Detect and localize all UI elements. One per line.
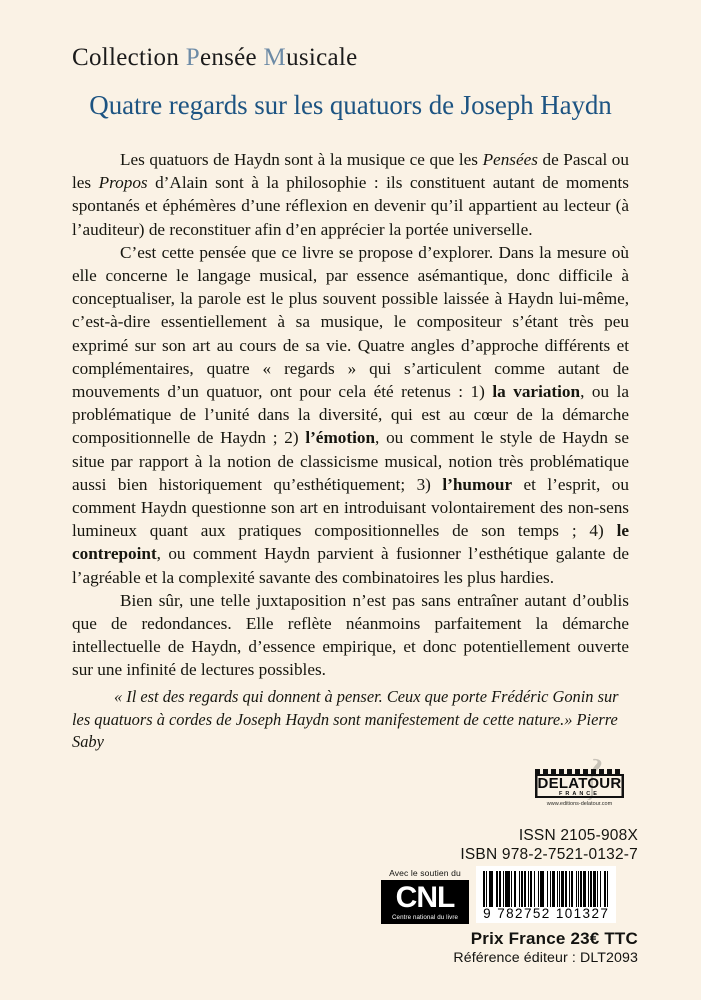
p1-part-3: d’Alain sont à la philosophie : ils constituent autant de moments spontanés et éphémères d’une réflexion en devenir qu’il appartient au lecteur (à l’auditeur) de reconstituer afin d’en apprécier la portée universelle. <box>72 173 629 239</box>
blurb-paragraph-2 <box>72 241 629 589</box>
page-title: Quatre regards sur les quatuors de Joseph Haydn <box>89 90 612 120</box>
publisher-logo-delatour <box>527 757 635 809</box>
cnl-acronym: CNL <box>395 881 455 914</box>
pull-quote-text: « Il est des regards qui donnent à penser. Ceux que porte Frédéric Gonin sur les quatuors à cordes de Joseph Haydn sont manifestement de cette nature.» <box>72 687 619 729</box>
blurb-text <box>72 148 629 682</box>
p2-part-3: , ou comment le style de Haydn se situe par rapport à la notion de classicisme musical, notion très problématique aussi bien historiquement qu’esthétiquement; 3) <box>72 428 629 494</box>
pull-quote-attribution: Pierre Saby <box>72 709 618 752</box>
isbn-line: ISBN 978-2-7521-0132-7 <box>460 846 638 863</box>
p2-part-5: , ou comment Haydn parvient à fusionner l’esthétique galante de l’agréable et la complexité savante des combinatoires les plus hardies. <box>72 544 629 587</box>
cnl-subtitle: Centre national du livre <box>391 914 459 921</box>
price-line: Prix France 23€ TTC <box>470 929 638 948</box>
p2-bold-le-contrepoint: le contrepoint <box>72 521 629 564</box>
collection-initial-m: M <box>263 44 287 71</box>
delatour-website: www.editions-delatour.com <box>546 801 613 807</box>
collection-line <box>72 44 358 72</box>
publisher-reference: Référence éditeur : DLT2093 <box>453 950 638 966</box>
p1-italic-pensees: Pensées <box>482 150 538 169</box>
isbn-barcode <box>476 866 616 923</box>
delatour-country: FRANCE <box>559 791 600 797</box>
p2-part-1: C’est cette pensée que ce livre se propose d’explorer. Dans la mesure où elle concerne le langage musical, par essence asémantique, donc difficile à conceptualiser, la parole est le plus souvent possible laissée à Haydn lui-même, c’est-à-dire essentiellement à sa musique, le compositeur s’étant très peu exprimé sur son art au cours de sa vie. Quatre angles d’approche différents et complémentaires, quatre « regards » qui s’articulent comme autant de mouvements d’un quatuor, ont pour cela été retenus : 1) <box>72 242 629 402</box>
pull-quote <box>72 686 629 754</box>
identifier-block <box>460 826 638 864</box>
p2-bold-lemotion: l’émotion <box>305 428 376 448</box>
barcode-digits: 9 782752 101327 <box>483 906 610 921</box>
blurb-paragraph-3: Bien sûr, une telle juxtaposition n’est pas sans entraîner autant d’oublis que de redondances. Elle reflète néanmoins parfaitement la démarche intellectuelle de Haydn, d’essence empirique, et donc potentiellement ouverte sur une infinité de lectures possibles. <box>72 590 629 680</box>
blurb-paragraph-1 <box>72 148 629 241</box>
cnl-support-logo <box>381 868 469 924</box>
cnl-box <box>381 880 469 924</box>
p2-bold-la-variation: la variation <box>492 382 581 402</box>
issn-line: ISSN 2105-908X <box>518 827 638 844</box>
p2-bold-lhumour: l’humour <box>442 474 513 494</box>
cnl-caption: Avec le soutien du <box>389 868 461 878</box>
price-block <box>453 928 638 968</box>
p2-part-2: , ou la problématique de l’unité dans la diversité, qui est au cœur de la démarche compositionnelle de Haydn ; 2) <box>72 382 629 448</box>
barcode-bars <box>483 871 609 907</box>
collection-pensee-rest: ensée <box>199 44 257 71</box>
collection-musicale-rest: usicale <box>286 44 358 71</box>
collection-word: Collection <box>72 44 180 71</box>
delatour-wordmark: DELATOUR <box>537 775 622 792</box>
p1-part-2: de Pascal ou les <box>72 150 629 193</box>
p2-part-4: et l’esprit, ou comment Haydn questionne son art en introduisant volontairement des non-sens lumineux quant aux pratiques compositionnelles de son temps ; 4) <box>72 474 629 541</box>
p1-italic-propos: Propos <box>98 173 148 193</box>
p1-part-1: Les quatuors de Haydn sont à la musique ce que les <box>120 150 483 169</box>
collection-initial-p: P <box>185 44 200 71</box>
